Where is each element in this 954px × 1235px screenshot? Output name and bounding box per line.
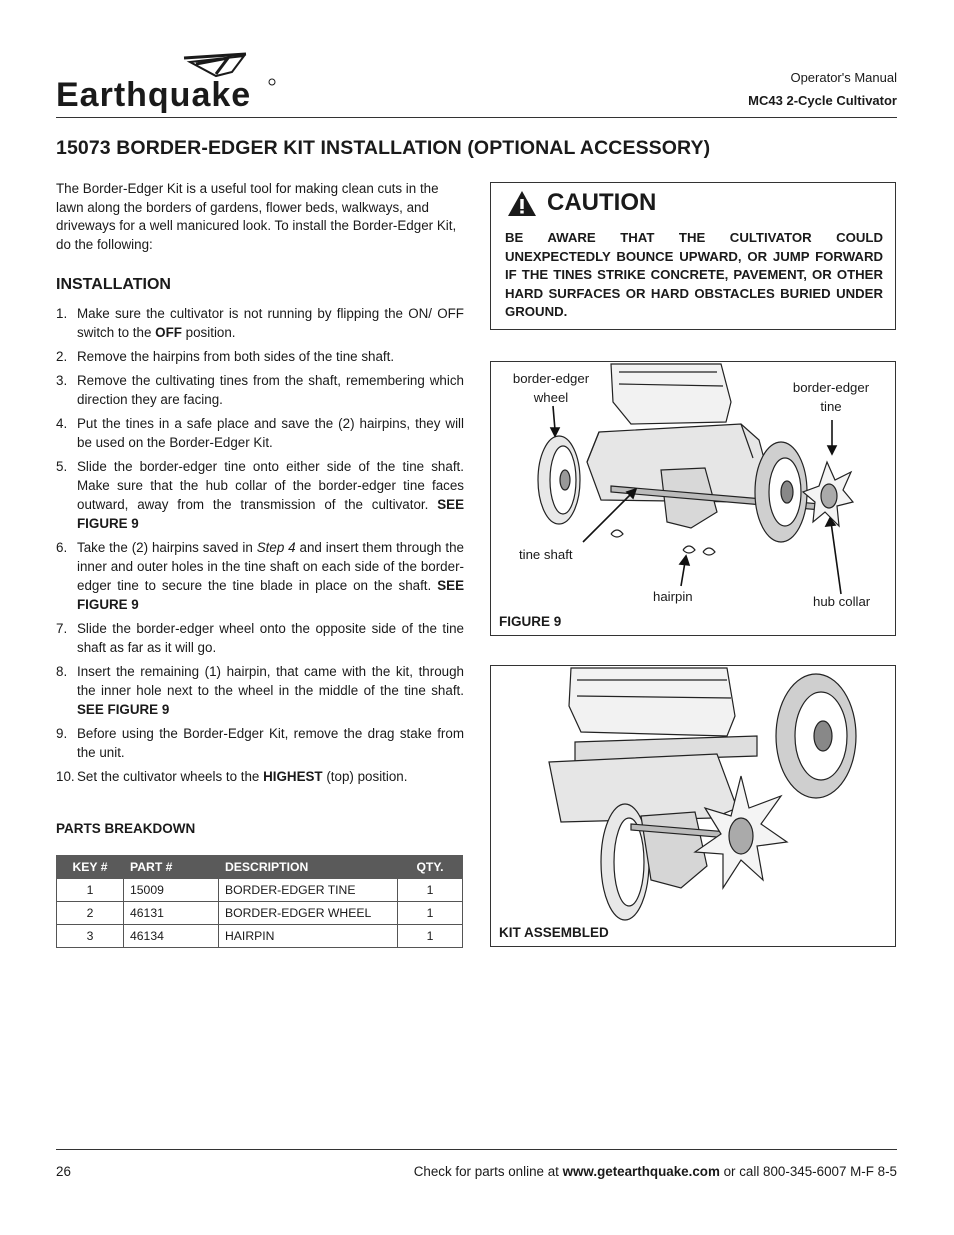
kit-assembled-caption: KIT ASSEMBLED	[499, 925, 609, 940]
page-number: 26	[56, 1164, 71, 1179]
step-5: 5. Slide the border-edger tine onto either side of the tine shaft. Make sure that the hub collar of the border-edger tine faces outward, away from the transmission of the cultivator. SEE FIGURE 9	[56, 459, 464, 531]
table-row: 2 46131 BORDER-EDGER WHEEL 1	[57, 902, 463, 925]
figure-9	[490, 361, 896, 636]
col-part: PART #	[124, 856, 219, 879]
step-10: 10. Set the cultivator wheels to the HIGHEST (top) position.	[56, 769, 408, 784]
label-border-edger-tine: border-edger tine	[792, 380, 870, 414]
svg-text:Earthquake: Earthquake	[56, 76, 252, 114]
header-info	[748, 66, 897, 112]
step-4: 4. Put the tines in a safe place and save the (2) hairpins, they will be used on the Border-Edger Kit.	[56, 416, 464, 450]
website-link[interactable]: www.getearthquake.com	[562, 1164, 720, 1179]
step-7: 7. Slide the border-edger wheel onto the opposite side of the tine shaft as far as it will go.	[56, 621, 464, 655]
caution-title: CAUTION	[547, 189, 657, 216]
label-hairpin: hairpin	[653, 589, 693, 604]
label-tine-shaft: tine shaft	[519, 547, 573, 562]
col-key: KEY #	[57, 856, 124, 879]
step-2: 2. Remove the hairpins from both sides of the tine shaft.	[56, 349, 395, 364]
figure-9-caption: FIGURE 9	[499, 614, 562, 629]
parts-heading: PARTS BREAKDOWN	[56, 821, 196, 836]
label-hub-collar: hub collar	[813, 594, 871, 609]
table-row: 1 15009 BORDER-EDGER TINE 1	[57, 879, 463, 902]
step-3: 3. Remove the cultivating tines from the shaft, remembering which direction they are facing.	[56, 373, 464, 407]
caution-box	[490, 182, 896, 330]
col-qty: QTY.	[398, 856, 463, 879]
col-description: DESCRIPTION	[219, 856, 398, 879]
figure-kit-assembled	[490, 665, 896, 947]
intro-paragraph: The Border-Edger Kit is a useful tool for making clean cuts in the lawn along the borders of gardens, flower beds, walkways, and driveways for a well manicured look. To install the Border-Edger Kit, do the following:	[56, 181, 457, 252]
step-9: 9. Before using the Border-Edger Kit, remove the drag stake from the unit.	[56, 726, 464, 760]
table-header-row	[57, 856, 463, 879]
step-6: 6. Take the (2) hairpins saved in Step 4 and insert them through the inner and outer holes in the tine shaft on each side of the border-edger tine to secure the tine blade in place on the shaft. SEE FIGURE 9	[56, 540, 465, 612]
page-title: 15073 BORDER-EDGER KIT INSTALLATION (OPTIONAL ACCESSORY)	[56, 137, 711, 159]
installation-steps	[56, 304, 464, 791]
model-name: MC43 2-Cycle Cultivator	[748, 93, 897, 108]
footer-contact: Check for parts online at www.getearthquake.com or call 800-345-6007 M-F 8-5	[413, 1164, 897, 1179]
caution-heading	[507, 189, 656, 217]
table-row: 3 46134 HAIRPIN 1	[57, 925, 463, 948]
earthquake-logo	[56, 52, 278, 114]
doc-type: Operator's Manual	[790, 70, 897, 85]
parts-table	[56, 855, 463, 948]
kit-assembled-illustration	[491, 666, 895, 946]
footer-rule	[56, 1149, 897, 1150]
installation-heading: INSTALLATION	[56, 276, 171, 293]
step-1: 1. Make sure the cultivator is not running by flipping the ON/ OFF switch to the OFF position.	[56, 306, 464, 340]
header-rule	[56, 117, 897, 118]
step-8: 8. Insert the remaining (1) hairpin, that came with the kit, through the inner hole next to the wheel in the middle of the tine shaft. SEE FIGURE 9	[56, 664, 464, 717]
label-border-edger-wheel: border-edger wheel	[512, 371, 590, 405]
caution-text: BE AWARE THAT THE CULTIVATOR COULD UNEXPECTEDLY BOUNCE UPWARD, OR JUMP FORWARD IF THE TINES STRIKE CONCRETE, PAVEMENT, OR OTHER HARD SURFACES OR HARD OBSTACLES BURIED UNDER GROUND.	[505, 230, 883, 319]
warning-triangle-icon	[507, 190, 537, 217]
